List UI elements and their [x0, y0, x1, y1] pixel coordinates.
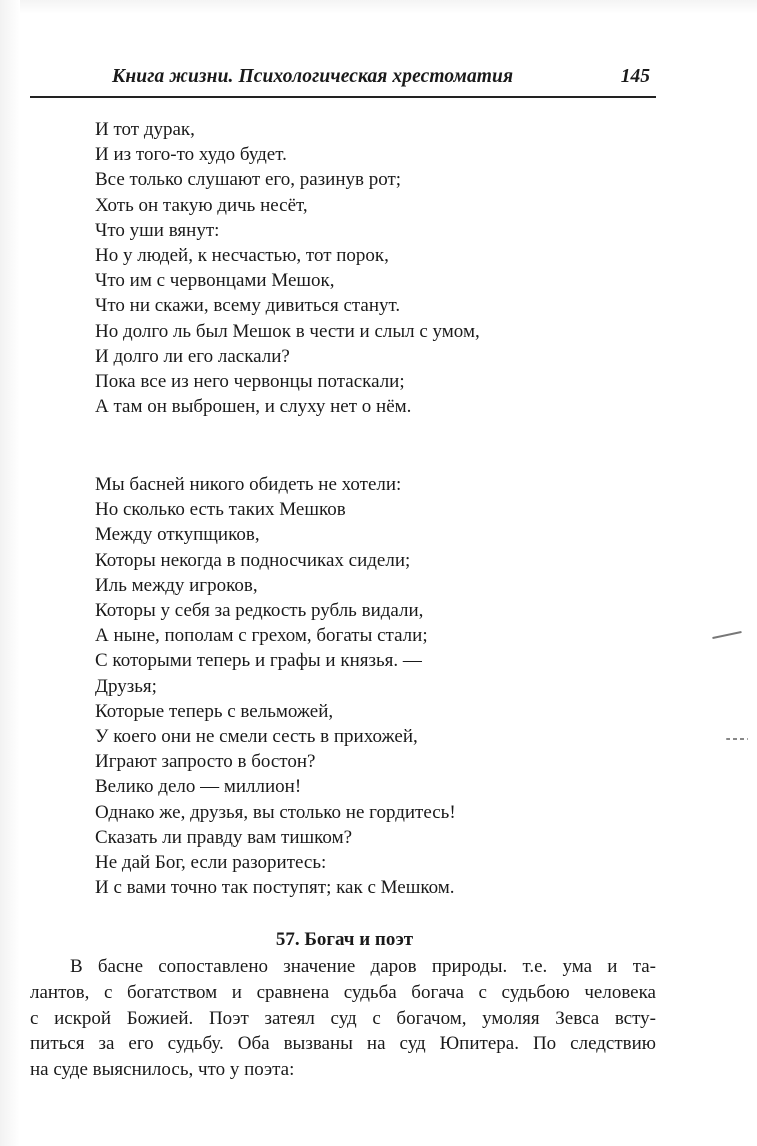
prose-line: лантов, с богатством и сравнена судьба богача с судьбою человека [30, 981, 656, 1003]
verse-line: Велико дело — миллион! [95, 776, 302, 798]
verse-line: Хоть он такую дичь несёт, [95, 194, 308, 216]
verse-line: Между откупщиков, [95, 524, 260, 546]
verse-line: И долго ли его ласкали? [95, 345, 290, 367]
verse-line: Что уши вянут: [95, 219, 220, 241]
verse-line: И тот дурак, [95, 119, 195, 140]
scan-mark [726, 738, 748, 740]
verse-line: Не дай Бог, если разоритесь: [95, 852, 327, 874]
verse-line: Но сколько есть таких Мешков [95, 499, 346, 521]
verse-line: У коего они не смели сесть в прихожей, [95, 726, 418, 748]
running-header-title: Книга жизни. Психологическая хрестоматия [112, 66, 514, 87]
scan-mark [712, 631, 742, 639]
verse-line: Но долго ль был Мешок в чести и слыл с умом, [95, 320, 480, 342]
page-top-edge [0, 0, 757, 14]
verse-line: Друзья; [95, 675, 157, 697]
prose-line: питься за его судьбу. Оба вызваны на суд Юпитера. По следствию [30, 1033, 656, 1055]
prose-line: В басне сопоставлено значение даров природы. т.е. ума и та- [70, 956, 656, 977]
verse-line: И с вами точно так поступят; как с Мешком. [95, 877, 455, 899]
prose-line: с искрой Божией. Поэт затеял суд с богачом, умоляя Зевса всту- [30, 1007, 656, 1029]
prose-line: на суде выяснилось, что у поэта: [30, 1059, 295, 1081]
verse-line: А ныне, пополам с грехом, богаты стали; [95, 625, 428, 647]
verse-line: Все только слушают его, разинув рот; [95, 169, 402, 191]
poem-stanza-1 [95, 117, 480, 419]
page-left-shadow [0, 0, 20, 1146]
verse-line: Что ни скажи, всему дивиться станут. [95, 295, 401, 317]
verse-line: Пока все из него червонцы потаскали; [95, 371, 405, 393]
verse-line: А там он выброшен, и слуху нет о нём. [95, 396, 412, 418]
verse-line: Но у людей, к несчастью, тот порок, [95, 245, 389, 267]
section-heading-text: 57. Богач и поэт [275, 929, 414, 950]
verse-line: Мы басней никого обидеть не хотели: [95, 474, 402, 495]
verse-line: С которыми теперь и графы и князья. — [95, 650, 422, 672]
verse-line: Которы некогда в подносчиках сидели; [95, 549, 411, 571]
poem-stanza-2 [95, 472, 456, 900]
verse-line: И из того-то худо будет. [95, 144, 287, 166]
prose-paragraph [30, 954, 656, 1083]
page-number: 145 [620, 66, 650, 87]
running-header [112, 66, 650, 96]
header-rule [30, 96, 656, 98]
verse-line: Которы у себя за редкость рубль видали, [95, 600, 424, 622]
verse-line: Играют запросто в бостон? [95, 751, 316, 773]
verse-line: Которые теперь с вельможей, [95, 700, 334, 722]
verse-line: Однако же, друзья, вы столько не гордитесь! [95, 801, 456, 823]
verse-line: Что им с червонцами Мешок, [95, 270, 335, 292]
section-heading [0, 927, 757, 952]
verse-line: Сказать ли правду вам тишком? [95, 826, 353, 848]
verse-line: Иль между игроков, [95, 574, 258, 596]
